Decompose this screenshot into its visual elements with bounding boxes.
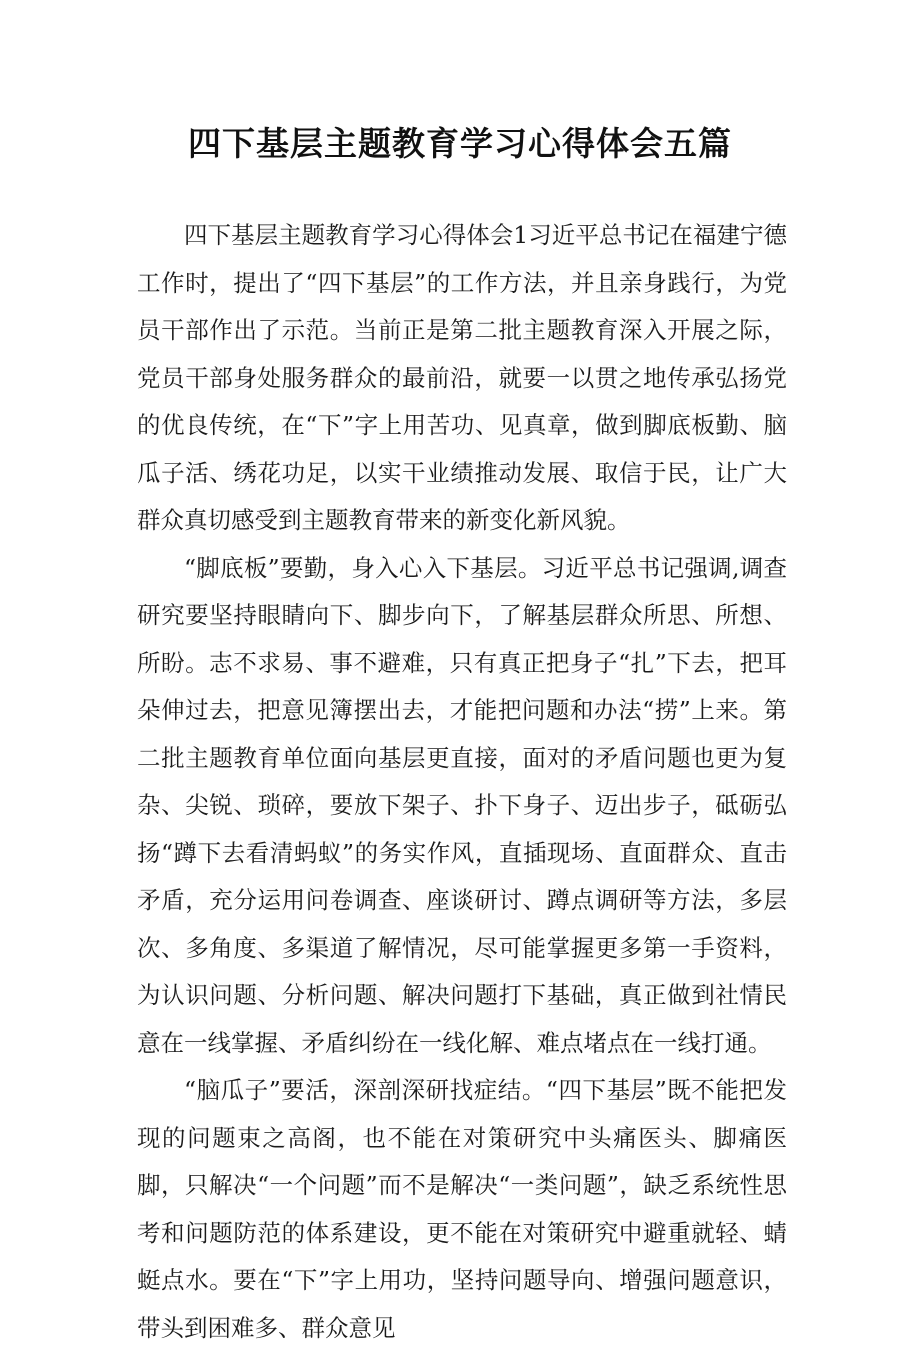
paragraph-3: “脑瓜子”要活，深剖深研找症结。“四下基层”既不能把发现的问题束之高阁，也不能在对策研究中头痛医头、脚痛医脚，只解决“一个问题”而不是解决“一类问题”，缺乏系统性思考和问题防范的体系建设，更不能在对策研究中避重就轻、蜻蜓点水。要在“下”字上用功，坚持问题导向、增强问题意识，带头到困难多、群众意见: [137, 1076, 787, 1342]
paragraph-2: “脚底板”要勤，身入心入下基层。习近平总书记强调,调查研究要坚持眼睛向下、脚步向下，了解基层群众所思、所想、所盼。志不求易、事不避难，只有真正把身子“扎”下去，把耳朵伸过去，把意见簿摆出去，才能把问题和办法“捞”上来。第二批主题教育单位面向基层更直接，面对的矛盾问题也更为复杂、尖锐、琐碎，要放下架子、扑下身子、迈出步子，砥砺弘扬“蹲下去看清蚂蚁”的务实作风，直插现场、直面群众、直击矛盾，充分运用问卷调查、座谈研讨、蹲点调研等方法，多层次、多角度、多渠道了解情况，尽可能掌握更多第一手资料，为认识问题、分析问题、解决问题打下基础，真正做到社情民意在一线掌握、矛盾纠纷在一线化解、难点堵点在一线打通。: [137, 553, 787, 1057]
document-body: [137, 212, 787, 1352]
paragraph-1: 四下基层主题教育学习心得体会1习近平总书记在福建宁德工作时，提出了“四下基层”的工作方法，并且亲身践行，为党员干部作出了示范。当前正是第二批主题教育深入开展之际，党员干部身处服务群众的最前沿，就要一以贯之地传承弘扬党的优良传统，在“下”字上用苦功、见真章，做到脚底板勤、脑瓜子活、绣花功足，以实干业绩推动发展、取信于民，让广大群众真切感受到主题教育带来的新变化新风貌。: [137, 221, 787, 534]
document-title: 四下基层主题教育学习心得体会五篇: [188, 124, 732, 163]
